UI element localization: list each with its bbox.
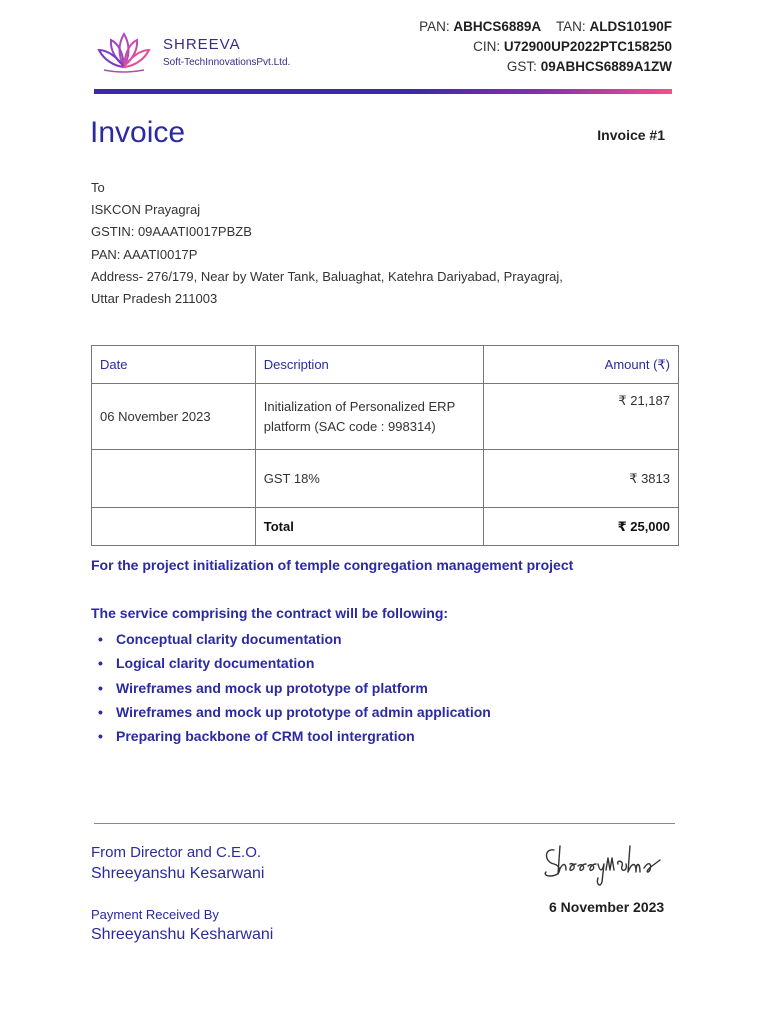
brand-subtitle: Soft-TechInnovationsPvt.Ltd.	[163, 57, 291, 68]
tan-value: ALDS10190F	[589, 19, 672, 34]
recipient-name: ISKCON Prayagraj	[91, 202, 201, 218]
project-description: For the project initialization of temple congregation management project	[91, 557, 574, 573]
tan-label: TAN:	[555, 19, 586, 34]
services-list	[98, 627, 491, 748]
recipient-gstin: GSTIN: 09AAATI0017PBZB	[91, 224, 252, 240]
service-label: Preparing backbone of CRM tool intergration	[116, 728, 415, 745]
service-label: Logical clarity documentation	[116, 655, 315, 672]
service-label: Wireframes and mock up prototype of platform	[116, 679, 428, 696]
cell-date: 06 November 2023	[92, 384, 256, 450]
bullet-icon: •	[98, 703, 103, 720]
list-item	[98, 651, 491, 675]
table-header-row	[92, 346, 679, 384]
invoice-table	[91, 345, 679, 546]
header-description: Description	[255, 346, 484, 384]
cell-date	[92, 508, 256, 546]
cell-description: GST 18%	[255, 450, 484, 508]
signature-icon	[540, 838, 680, 888]
header-date: Date	[92, 346, 256, 384]
recipient-pan: PAN: AAATI0017P	[91, 246, 198, 262]
service-label: Wireframes and mock up prototype of admin application	[116, 703, 491, 720]
list-item	[98, 676, 491, 700]
cell-description: Initialization of Personalized ERP platform (SAC code : 998314)	[255, 384, 484, 450]
bullet-icon: •	[98, 655, 103, 672]
from-title: From Director and C.E.O.	[91, 844, 262, 861]
cin-label: CIN:	[473, 39, 501, 54]
invoice-number: Invoice #1	[597, 127, 665, 143]
lotus-logo-icon	[94, 30, 154, 74]
recipient-address-line2: Uttar Pradesh 211003	[91, 291, 218, 307]
bullet-icon: •	[98, 728, 103, 745]
table-row	[92, 450, 679, 508]
services-heading: The service comprising the contract will be following:	[91, 605, 449, 621]
to-label: To	[91, 180, 105, 195]
footer-divider	[94, 823, 675, 824]
header-divider	[94, 89, 672, 94]
total-amount: ₹ 25,000	[484, 508, 679, 546]
pan-label: PAN:	[419, 19, 450, 34]
table-total-row	[92, 508, 679, 546]
signature-date: 6 November 2023	[549, 899, 665, 915]
list-item	[98, 700, 491, 724]
company-ids	[419, 17, 672, 77]
cell-amount: ₹ 3813	[484, 450, 679, 508]
bullet-icon: •	[98, 679, 103, 696]
payment-name: Shreeyanshu Kesharwani	[91, 926, 274, 943]
list-item	[98, 724, 491, 748]
from-name: Shreeyanshu Kesarwani	[91, 865, 265, 882]
cell-amount: ₹ 21,187	[484, 384, 679, 450]
cell-date	[92, 450, 256, 508]
recipient-address-line1: Address- 276/179, Near by Water Tank, Baluaghat, Katehra Dariyabad, Prayagraj,	[91, 268, 563, 284]
brand-name: SHREEVA	[163, 36, 241, 53]
table-row	[92, 384, 679, 450]
recipient-block	[91, 177, 563, 310]
payment-title: Payment Received By	[91, 907, 219, 922]
gst-value: 09ABHCS6889A1ZW	[540, 59, 672, 74]
cin-value: U72900UP2022PTC158250	[503, 39, 672, 54]
header-amount: Amount (₹)	[484, 346, 679, 384]
list-item	[98, 627, 491, 651]
total-label: Total	[255, 508, 484, 546]
bullet-icon: •	[98, 631, 103, 647]
service-label: Conceptual clarity documentation	[116, 631, 342, 647]
pan-value: ABHCS6889A	[453, 19, 542, 34]
gst-label: GST:	[506, 59, 537, 74]
page-title: Invoice	[90, 116, 186, 149]
